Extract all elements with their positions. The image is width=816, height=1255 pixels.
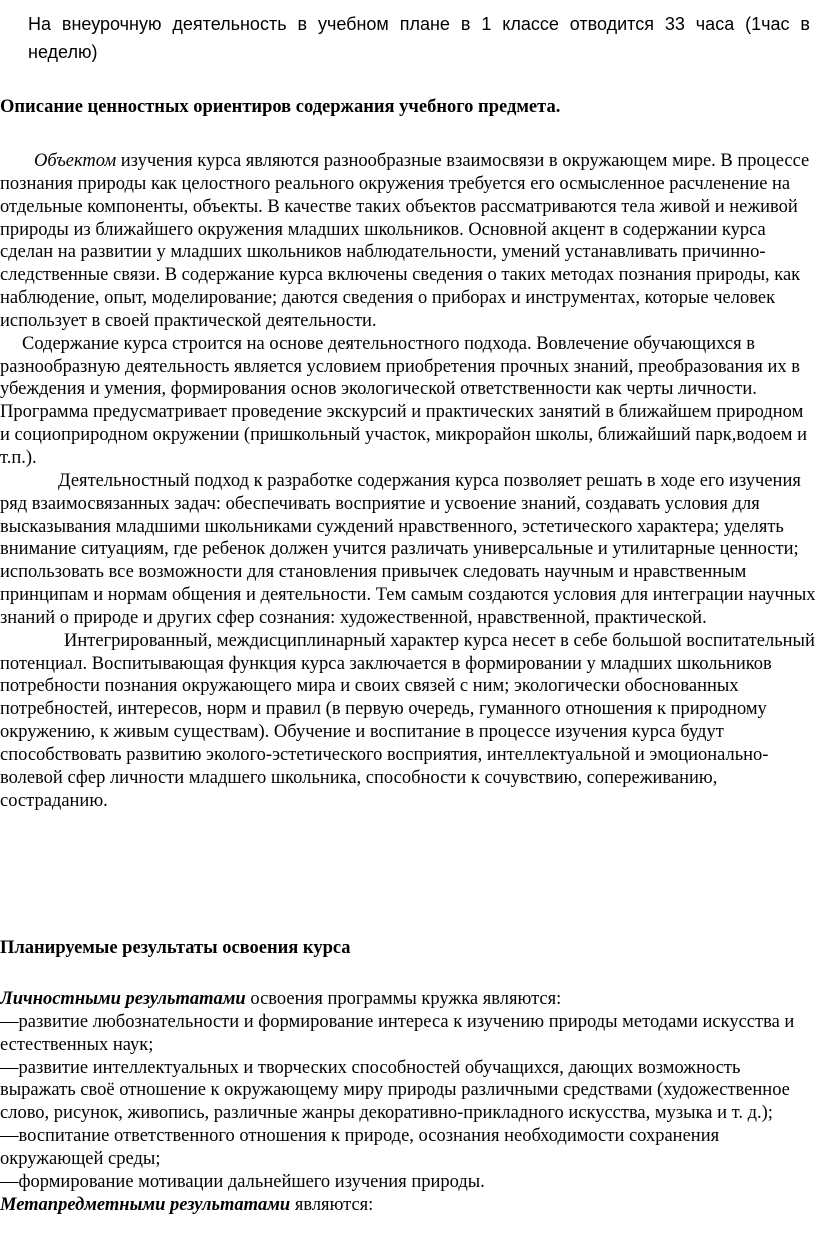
meta-results-text: являются: bbox=[290, 1194, 374, 1215]
paragraph-object-of-study bbox=[0, 150, 816, 333]
paragraph-tasks-continued: принципам и нормам общения и деятельности. Тем самым создаются условия для интеграции научных знаний о природе и других сфер сознания: художественной, нравственной, практической. bbox=[0, 585, 816, 628]
meta-results-intro bbox=[0, 1194, 816, 1217]
list-item: —воспитание ответственного отношения к природе, осознания необходимости сохранения окружающей среды; bbox=[0, 1126, 720, 1169]
paragraph-tasks: Деятельностный подход к разработке содержания курса позволяет решать в ходе его изучения ряд взаимосвязанных задач: обеспечивать восприятие и усвоение знаний, создавать условия для высказывания младшими школьниками суждений нравственного, эстетического характера; уделять внимание ситуациям, где ребенок должен учится различать универсальные и утилитарные ценности; использовать все возможности для становления привычек следовать научным и нравственным bbox=[0, 470, 801, 583]
paragraph-integrated-course: Интегрированный, междисциплинарный характер курса несет в себе большой воспитательный потенциал. Воспитывающая функция курса заключается в формировании у младших школьников потребности познания окружающего мира и своих связей с ним; экологически обоснованных потребностей, интересов, норм и правил (в первую очередь, гуманного отношения к природному окружению, к живым существам). Обучение и воспитание в процессе изучения курса будут способствовать развитию эколого-эстетического восприятия, интеллектуальной и эмоционально-волевой сфер личности младшего школьника, способности к сочувствию, сопереживанию, состраданию. bbox=[0, 630, 815, 811]
meta-results-label: Метапредметными результатами bbox=[0, 1194, 291, 1215]
paragraph-object-text: изучения курса являются разнообразные взаимосвязи в окружающем мире. В процессе познания природы как целостного реального окружения требуется его осмысленное расчленение на отдельные компоненты, объекты. В качестве таких объектов рассматриваются тела живой и неживой природы из ближайшего окружения младших школьников. Основной акцент в содержании курса сделан на развитии у младших школьников наблюдательности, умений устанавливать причинно- следственные связи. В содержание курса включены сведения о таких методах познания природы, как наблюдение, опыт, моделирование; даются сведения о приборах и инструментах, которые человек использует в своей практической деятельности. bbox=[0, 151, 810, 331]
value-orientations-section bbox=[0, 150, 816, 812]
emphasis-object: Объектом bbox=[34, 151, 117, 171]
list-item: —формирование мотивации дальнейшего изучения природы. bbox=[0, 1171, 485, 1192]
list-item: —развитие интеллектуальных и творческих способностей обучащихся, дающих возможность выражать своё отношение к окружающему миру природы различными средствами (художественное слово, рисунок, живопись, различные жанры декоративно-прикладного искусства, музыка и т. д.); bbox=[0, 1057, 790, 1124]
heading-value-orientations: Описание ценностных ориентиров содержания учебного предмета. bbox=[0, 97, 561, 117]
intro-paragraph: На внеурочную деятельность в учебном плане в 1 классе отводится 33 часа (1час в неделю) bbox=[28, 14, 810, 62]
list-item: —развитие любознательности и формирование интереса к изучению природы методами искусства и естественных наук; bbox=[0, 1011, 795, 1055]
personal-results-text: освоения программы кружка являются: bbox=[245, 989, 562, 1009]
personal-results-label: Личностными результатами bbox=[0, 989, 246, 1009]
personal-results-intro bbox=[0, 988, 816, 1011]
planned-results-section bbox=[0, 988, 816, 1216]
paragraph-activity-approach: Содержание курса строится на основе деятельностного подхода. Вовлечение обучающихся в разнообразную деятельность является условием приобретения прочных знаний, преобразования их в убеждения и умения, формирования основ экологической ответственности как черты личности. Программа предусматривает проведение экскурсий и практических занятий в ближайшем природном и социоприродном окружении (пришкольный участок, микрорайон школы, ближайший парк,водоем и т.п.). bbox=[0, 333, 807, 468]
heading-planned-results: Планируемые результаты освоения курса bbox=[0, 938, 351, 958]
